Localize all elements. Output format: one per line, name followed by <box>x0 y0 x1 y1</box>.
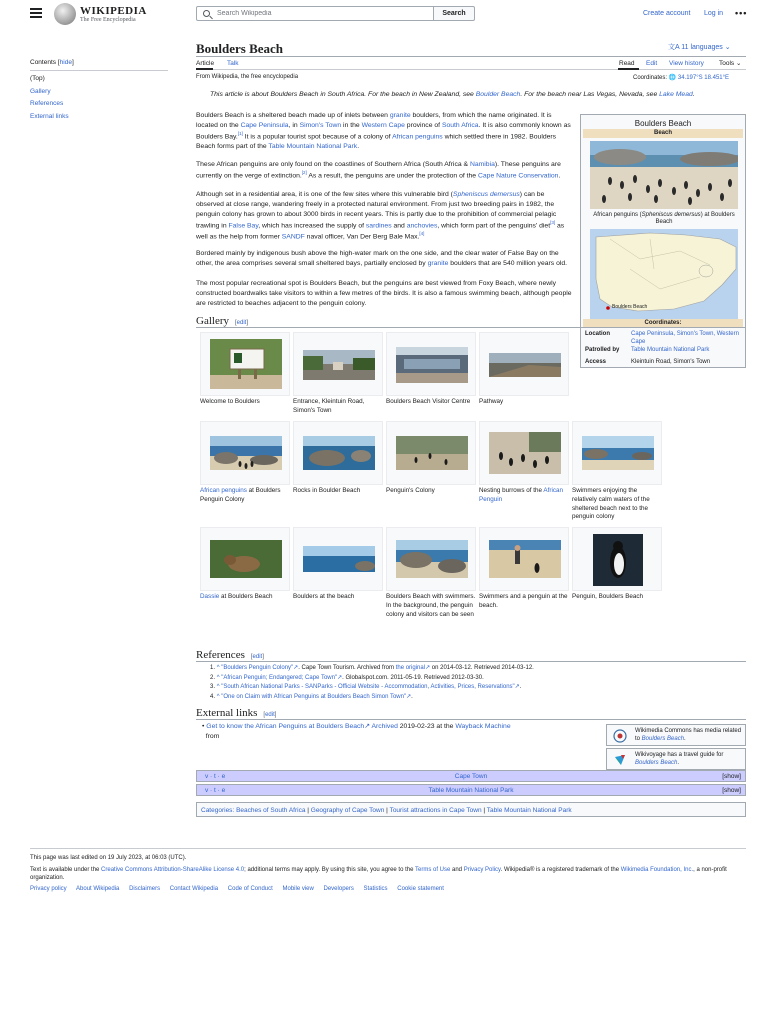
link-south-africa[interactable]: South Africa <box>441 121 479 129</box>
ref-backlink[interactable]: ^ <box>216 674 220 681</box>
coordinates <box>633 74 729 82</box>
footer-link[interactable]: Privacy policy <box>30 886 67 892</box>
hatnote-link-lake-mead[interactable]: Lake Mead <box>659 91 693 98</box>
footer-link[interactable]: Cookie statement <box>397 886 444 892</box>
edit-link[interactable]: edit <box>265 712 275 718</box>
external-link[interactable]: Get to know the African Penguins at Boulders Beach <box>206 723 365 730</box>
text: Boulders Beach is a sheltered beach made up of inlets between <box>196 112 390 119</box>
gallery-caption <box>200 593 290 602</box>
ref-number: 4. <box>210 693 216 700</box>
text: It is a popular tourist spot because of a colony of <box>242 132 393 140</box>
archived-link[interactable]: Archived <box>371 723 398 730</box>
footer-link[interactable]: Mobile view <box>282 886 314 892</box>
external-link-icon: ↗ <box>406 693 412 700</box>
section-edit: [edit] <box>250 654 264 660</box>
text: at Boulders Penguin Colony <box>200 487 281 503</box>
gallery-image <box>396 540 468 578</box>
gallery-image <box>303 546 375 572</box>
navbox-vte-links[interactable]: v · t · e <box>205 773 226 780</box>
gallery-item[interactable] <box>479 421 569 485</box>
section-title: References <box>196 649 245 661</box>
foundation-link[interactable]: Wikimedia Foundation, Inc. <box>620 867 694 873</box>
page-title: Boulders Beach <box>196 41 284 56</box>
text: and <box>450 867 464 873</box>
languages-button[interactable] <box>668 43 731 53</box>
chevron-down-icon: ⌄ <box>724 44 731 51</box>
text: and <box>391 221 407 229</box>
tab-talk[interactable]: Talk <box>227 60 239 67</box>
footer-divider <box>30 848 746 849</box>
text: Nesting burrows of the <box>479 487 544 494</box>
footer-link[interactable]: About Wikipedia <box>76 886 120 892</box>
terms-link[interactable]: Terms of Use <box>415 867 451 873</box>
tools-menu[interactable] <box>719 59 741 68</box>
link-western-cape[interactable]: Western Cape <box>361 121 405 129</box>
gallery-item[interactable] <box>200 332 290 396</box>
ref-title-link[interactable]: "Boulders Penguin Colony" <box>221 665 294 671</box>
gallery-item[interactable] <box>386 421 476 485</box>
text: . <box>677 759 680 766</box>
hatnote-text: . <box>692 91 695 98</box>
reference-item <box>210 683 740 693</box>
commons-box <box>606 724 746 746</box>
text: . <box>357 142 360 150</box>
text: ; additional terms may apply. By using this site, you agree to the <box>244 867 415 873</box>
text: 2019-02-23 at the <box>397 723 456 730</box>
link-sardines[interactable]: sardines <box>365 221 392 229</box>
gallery-image <box>489 353 561 377</box>
hatnote-text: This article is about Boulders Beach in South Africa. For the beach in New Zealand, see <box>210 91 476 98</box>
coordinates-link[interactable]: 34.197°S 18.451°E <box>677 75 730 81</box>
last-edited: This page was last edited on 19 July 2023, at 06:03 (UTC). <box>30 855 187 861</box>
citation-3[interactable]: [3] <box>550 219 556 225</box>
section-title: External links <box>196 707 258 719</box>
infobox-subtitle: Beach <box>583 129 743 138</box>
text: . <box>558 172 561 180</box>
more-options-icon[interactable]: ••• <box>735 8 748 18</box>
citation-2[interactable]: [2] <box>301 169 307 175</box>
edit-link[interactable]: edit <box>252 654 263 660</box>
main-menu-icon[interactable] <box>30 8 42 18</box>
link-granite[interactable]: granite <box>389 112 411 119</box>
gallery-caption: Boulders at the beach <box>293 593 355 600</box>
paragraph-colony <box>196 190 572 242</box>
section-divider <box>196 327 746 328</box>
gallery-item[interactable] <box>572 421 662 485</box>
text: . <box>684 735 686 742</box>
gallery-item[interactable] <box>386 527 476 591</box>
link-simons-town[interactable]: Simon's Town <box>299 121 342 129</box>
category-link[interactable]: Beaches of South Africa <box>236 807 306 814</box>
link-african-penguin[interactable]: African Penguin <box>479 487 564 503</box>
navbox-vte-links[interactable]: v · t · e <box>205 787 226 794</box>
text: . <box>519 684 522 691</box>
text: at Boulders Beach <box>219 593 273 600</box>
gallery-caption <box>479 487 569 505</box>
languages-label: 11 languages <box>681 44 723 51</box>
text: as well as the help from former <box>196 221 565 240</box>
hatnote <box>210 90 746 100</box>
ref-archive-link[interactable]: the original <box>395 665 426 671</box>
category-link[interactable]: Table Mountain National Park <box>486 807 572 814</box>
gallery-caption <box>200 487 290 505</box>
coordinates-label: Coordinates: <box>633 75 668 81</box>
infobox-title: Boulders Beach <box>634 119 692 128</box>
text: , which has increased the supply of <box>258 221 366 229</box>
language-icon: 文A <box>668 44 682 51</box>
gallery-image <box>303 350 375 380</box>
infobox-label: Patrolled by <box>585 347 620 353</box>
gallery-caption: Boulders Beach Visitor Centre <box>386 398 471 405</box>
text: ) at Boulders Beach <box>655 212 735 226</box>
citation-1[interactable]: [1] <box>237 130 243 136</box>
text: . Globalspot.com. 2011-05-19. Retrieved 2012-03-30. <box>342 674 484 681</box>
wikipedia-wordmark[interactable]: WIKIPEDIA <box>80 5 147 17</box>
reference-item <box>210 693 740 703</box>
create-account-link[interactable]: Create account <box>643 10 691 17</box>
license-text <box>30 866 746 883</box>
citation-4[interactable]: [4] <box>419 230 425 236</box>
text: Wikivoyage has a travel guide for <box>635 752 724 758</box>
wikipedia-tagline: The Free Encyclopedia <box>80 17 136 23</box>
section-divider <box>196 661 746 662</box>
text: , which form part of the penguins' diet <box>437 221 551 229</box>
gallery-image <box>210 339 282 389</box>
gallery-caption: Penguin, Boulders Beach <box>572 593 644 600</box>
section-divider <box>196 719 746 720</box>
text: province of <box>404 121 442 129</box>
search-input[interactable] <box>217 8 427 19</box>
external-link-icon: ↗ <box>364 723 370 730</box>
wikivoyage-text <box>635 752 743 767</box>
footer-link[interactable]: Disclaimers <box>129 886 161 892</box>
wikipedia-globe-logo[interactable] <box>54 3 76 25</box>
location-map[interactable] <box>590 229 738 319</box>
map-marker-label: Boulders Beach <box>612 304 648 310</box>
reference-item <box>210 674 740 684</box>
text: . <box>411 693 413 700</box>
toc-item-references[interactable]: References <box>30 100 64 108</box>
gallery-item[interactable] <box>479 527 569 591</box>
link-african-penguins[interactable]: African penguins <box>200 487 247 494</box>
toc-item-gallery[interactable]: Gallery <box>30 87 51 95</box>
edit-link[interactable]: edit <box>236 320 247 326</box>
text: ) can be observed at close range, wandering freely in a protected natural environment. From just two breeding pairs in 1982, the penguin colony has grown to about 3000 birds in recent years. This is partly due to the prohibition of commercial pelagic trawling in <box>196 191 557 229</box>
infobox-label: Location <box>585 331 610 337</box>
hatnote-text: . For the beach near Las Vegas, Nevada, see <box>520 91 660 98</box>
login-link[interactable]: Log in <box>704 10 724 17</box>
ref-backlink[interactable]: ^ <box>216 684 220 691</box>
text: . It is also commonly known as Boulders Bay. <box>196 121 571 140</box>
gallery-caption: Swimmers enjoying the relatively calm waters of the sheltered beach next to the penguin colony <box>572 487 650 521</box>
category-links: Categories: Beaches of South Africa | Geography of Cape Town | Tourist attractions in Cape Town | Table Mountain National Park <box>196 802 746 817</box>
gallery-image <box>489 540 561 578</box>
text: which settled there in 1982. Boulders Beach forms part of the <box>196 132 557 150</box>
gallery-item[interactable] <box>386 332 476 396</box>
tab-article[interactable]: Article <box>196 60 215 67</box>
text: African penguins ( <box>593 212 642 218</box>
gallery-image <box>210 436 282 470</box>
link-namibia[interactable]: Namibia <box>469 161 495 168</box>
infobox-label: Access <box>585 359 607 365</box>
gallery-item[interactable] <box>200 527 290 591</box>
link-anchovies[interactable]: anchovies <box>406 221 438 229</box>
section-edit: [edit] <box>263 712 277 718</box>
external-link-icon: ↗ <box>425 665 431 671</box>
category-link[interactable]: Geography of Cape Town <box>310 807 385 814</box>
external-link-icon: ↗ <box>293 665 299 671</box>
navbox-title[interactable]: Table Mountain National Park <box>428 787 514 794</box>
text: As a result, the penguins are under the protection of the <box>306 172 478 180</box>
navbox-show-toggle[interactable]: [show] <box>722 787 741 794</box>
tab-read[interactable]: Read <box>619 60 635 67</box>
link-cape-nature[interactable]: Cape Nature Conservation <box>477 172 559 180</box>
toc-item-top[interactable]: (Top) <box>30 75 45 83</box>
link-spheniscus[interactable]: Spheniscus demersus <box>452 191 520 198</box>
commons-text <box>635 728 743 743</box>
ref-title-link[interactable]: "South African National Parks - SANParks - Official Website - Accommodation, Activities, Prices, Reservations" <box>221 684 515 691</box>
gallery-item[interactable] <box>293 421 383 485</box>
text: from <box>205 732 220 740</box>
text: . Wikipedia® is a registered trademark of the <box>500 867 621 873</box>
ref-number: 2. <box>210 674 216 681</box>
tab-edit[interactable]: Edit <box>646 60 658 67</box>
ref-backlink[interactable]: ^ <box>216 665 220 671</box>
toc-item-external-links[interactable]: External links <box>30 112 69 120</box>
paragraph-recreation: The most popular recreational spot is Boulders Beach, but the penguins are best viewed from Foxy Beach, where newly constructed boardwalks take visitors to within a few metres of the birds. It is also a famous swimming beach, although people are restricted to beaches adjacent to the penguin colony. <box>196 280 572 307</box>
gallery-image <box>593 534 643 586</box>
toc-hide-button[interactable]: hide <box>59 59 72 66</box>
gallery-image <box>582 436 654 470</box>
text: Bordered mainly by indigenous bush above the high-water mark on the one side, and the clear water of False Bay on the other, the area comprises several small sheltered bays, partially enclosed by <box>196 250 559 267</box>
active-view-indicator <box>618 68 639 70</box>
gallery-image <box>303 436 375 470</box>
text: Although set in a residential area, it is one of the few sites where this vulnerable bird ( <box>196 191 453 198</box>
text: , in <box>288 121 300 129</box>
search-button[interactable]: Search <box>433 6 475 21</box>
ref-number: 1. <box>210 665 216 671</box>
gallery-caption: Welcome to Boulders <box>200 398 260 405</box>
infobox-coordinates-head: Coordinates: <box>583 319 743 327</box>
text: . Cape Town Tourism. Archived from <box>298 665 396 671</box>
gallery-item[interactable] <box>479 332 569 396</box>
text: ). These penguins are currently on the verge of extinction. <box>196 161 561 180</box>
gallery-caption: Entrance, Kleintuin Road, Simon's Town <box>293 398 365 414</box>
external-link-icon: ↗ <box>514 684 520 691</box>
gallery-item[interactable] <box>293 527 383 591</box>
license-link[interactable]: Creative Commons Attribution-ShareAlike License 4.0 <box>101 867 245 873</box>
search-box <box>196 6 434 21</box>
external-link-item: • Get to know the African Penguins at Boulders Beach↗ Archived 2019-02-23 at the Wayback Machine from <box>202 723 511 740</box>
title-divider <box>196 56 746 57</box>
link-granite[interactable]: granite <box>427 259 449 267</box>
navbox-show-toggle[interactable]: [show] <box>722 773 741 780</box>
link-african-penguins[interactable]: African penguins <box>392 132 443 140</box>
penguins-photo <box>590 141 738 209</box>
text: boulders, from which the name originated. It is located on the <box>196 112 552 129</box>
commons-link[interactable]: Boulders Beach <box>641 735 685 742</box>
wayback-link[interactable]: Wayback Machine <box>455 723 511 730</box>
categories-label[interactable]: Categories: <box>201 807 235 814</box>
ref-number: 3. <box>210 684 216 691</box>
gallery-item[interactable] <box>200 421 290 485</box>
infobox-value[interactable]: Table Mountain National Park <box>631 347 710 353</box>
gallery-image <box>210 540 282 578</box>
text: , a non-profit organization. <box>30 867 727 882</box>
external-link-icon: ↗ <box>337 674 343 681</box>
footer-links <box>30 885 452 893</box>
references-list <box>210 664 740 702</box>
footer-link[interactable]: Statistics <box>363 886 388 892</box>
footer-link[interactable]: Contact Wikipedia <box>169 886 219 892</box>
tools-label: Tools <box>719 60 735 67</box>
gallery-caption: Pathway <box>479 398 504 405</box>
site-sub: From Wikipedia, the free encyclopedia <box>196 74 299 80</box>
tab-view-history[interactable]: View history <box>669 60 704 67</box>
gallery-image <box>489 432 561 474</box>
navbox-title[interactable]: Cape Town <box>454 773 488 780</box>
footer-link[interactable]: Code of Conduct <box>227 886 273 892</box>
infobox-value: Kleintuin Road, Simon's Town <box>631 359 711 365</box>
infobox-value[interactable]: Cape Peninsula, Simon's Town, Western Cape <box>631 331 739 345</box>
section-title: Gallery <box>196 315 229 327</box>
text: Wikimedia Commons has media related to <box>635 728 742 742</box>
wikivoyage-box <box>606 748 746 770</box>
category-link[interactable]: Tourist attractions in Cape Town <box>389 807 482 814</box>
gallery-caption: Boulders Beach with swimmers. In the background, the penguin colony and visitors can be seen <box>386 593 476 618</box>
text-italic: Spheniscus demersus <box>641 212 701 218</box>
text: in the <box>341 121 362 129</box>
link-dassie[interactable]: Dassie <box>200 593 220 600</box>
link-sandf[interactable]: SANDF <box>281 232 305 240</box>
infobox <box>580 114 746 368</box>
gallery-item[interactable] <box>572 527 662 591</box>
gallery-caption: Penguin's Colony <box>386 487 435 494</box>
reference-item <box>210 664 740 674</box>
site-header <box>0 0 768 30</box>
text: boulders that are 540 million years old. <box>448 259 568 267</box>
gallery-image <box>396 436 468 470</box>
privacy-link[interactable]: Privacy Policy <box>463 867 501 873</box>
globe-icon: 🌐 <box>668 75 677 81</box>
gallery-image <box>396 347 468 383</box>
search-icon <box>203 10 210 17</box>
paragraph-geography <box>196 249 572 269</box>
wikimedia-commons-icon <box>613 729 627 743</box>
hatnote-link-boulder-beach[interactable]: Boulder Beach <box>475 91 521 98</box>
ref-backlink[interactable]: ^ <box>216 693 220 700</box>
link-cape-peninsula[interactable]: Cape Peninsula <box>240 121 289 129</box>
ref-title-link[interactable]: "One on Claim with African Penguins at Boulders Beach Simon Town" <box>221 693 407 700</box>
toc-title: Contents [hide] <box>30 58 168 71</box>
section-edit: [edit] <box>234 320 249 326</box>
paragraph-intro <box>196 111 572 152</box>
tabs-divider <box>196 69 746 70</box>
wikivoyage-icon <box>613 753 627 767</box>
navbox-table-mountain <box>196 784 746 796</box>
link-table-mountain-np[interactable]: Table Mountain National Park <box>268 142 358 150</box>
gallery-caption: Swimmers and a penguin at the beach. <box>479 593 568 609</box>
navbox-cape-town <box>196 770 746 782</box>
chevron-down-icon: ⌄ <box>736 60 742 67</box>
table-of-contents <box>30 58 168 124</box>
text: Text is available under the <box>30 867 102 873</box>
paragraph-penguins <box>196 160 572 181</box>
infobox-photo[interactable] <box>590 141 738 209</box>
infobox-caption <box>587 212 741 226</box>
link-false-bay[interactable]: False Bay <box>228 221 259 229</box>
toc-heading: Contents <box>30 59 57 66</box>
gallery-caption: Rocks in Boulder Beach <box>293 487 361 494</box>
text: on 2014-03-12. Retrieved 2014-03-12. <box>430 665 534 671</box>
ref-title-link[interactable]: "African Penguin; Endangered; Cape Town" <box>221 674 338 681</box>
wikivoyage-link[interactable]: Boulders Beach <box>635 759 678 766</box>
footer-link[interactable]: Developers <box>323 886 354 892</box>
text: These African penguins are only found on the coastlines of Southern Africa (South Africa & <box>196 161 470 168</box>
gallery-item[interactable] <box>293 332 383 396</box>
text: naval officer, Van Der Berg Bale Max. <box>304 232 420 240</box>
active-tab-indicator <box>196 68 213 70</box>
